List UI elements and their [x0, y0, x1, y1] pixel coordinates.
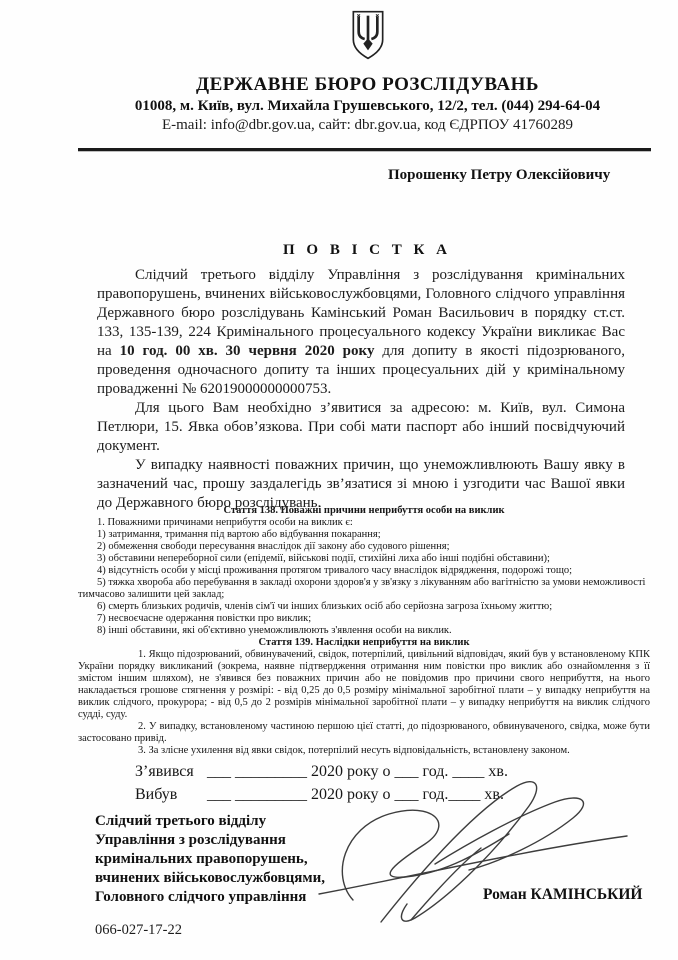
document-title: П О В І С Т К А	[283, 242, 451, 258]
addressee-name: Порошенку Петру Олексійовичу	[388, 167, 611, 183]
article-139-paragraph: 1. Якщо підозрюваний, обвинувачений, свідок, потерпілий, цивільний відповідач, який був у встановленому КПК України порядку викликаний (зокрема, наявне підтвердження отримання ним повістки про виклик або ознайомлення з її змістом іншим шляхом), не з'явився без поважних причин або не повідомив про причини свого неприбуття, на нього накладається грошове стягнення у розмірі: - від 0,25 до 0,5 розміру мінімальної заробітної плати – у випадку неприбуття на виклик слідчого, прокурора; - від 0,5 до 2 розмірів мінімальної заробітної плати – у випадку неприбуття на виклик слідчого судді, суду.	[78, 649, 650, 720]
article-138-item: 5) тяжка хвороба або перебування в закладі охорони здоров'я у зв'язку з лікуванням або вагітністю за умови неможливості тимчасово залишити цей заклад;	[78, 577, 646, 600]
article-139-paragraph: 3. За злісне ухилення від явки свідок, потерпілий несуть відповідальність, встановлену законом.	[138, 745, 570, 756]
article-138-heading: Стаття 138. Поважні причини неприбуття особи на виклик	[223, 505, 505, 516]
article-138-item: 3) обставини непереборної сили (епідемії, військові події, стихійні лиха або інші подібні обставини);	[97, 553, 550, 564]
arrived-line	[135, 760, 508, 783]
signer-position-line: Головного слідчого управління	[95, 889, 307, 905]
appearance-record	[135, 760, 508, 806]
article-138-item: 7) несвоєчасне одержання повістки про виклик;	[97, 613, 312, 624]
org-contact: E-mail: info@dbr.gov.ua, сайт: dbr.gov.ua, код ЄДРПОУ 41760289	[161, 117, 574, 133]
article-138-item: 8) інші обставини, які об'єктивно унеможливлюють з'явлення особи на виклик.	[97, 625, 452, 636]
article-138-item: 4) відсутність особи у місці проживання протягом тривалого часу внаслідок відрядження, подорожі тощо;	[97, 565, 573, 576]
body-paragraph-3: У випадку наявності поважних причин, що унеможливлюють Вашу явку в зазначений час, прошу заздалегідь зв’язатися зі мною і узгодити час Вашої явки до Державного бюро розслідувань.	[97, 457, 625, 511]
article-138-item: 6) смерть близьких родичів, членів сім'ї чи інших близьких осіб або серйозна загроза їхньому життю;	[97, 601, 553, 612]
article-138-item: 1) затримання, тримання під вартою або відбування покарання;	[97, 529, 381, 540]
document-body	[97, 266, 625, 513]
statutes-fine-print	[78, 505, 650, 757]
article-139-heading: Стаття 139. Наслідки неприбуття на виклик	[258, 637, 470, 648]
body-paragraph-2: Для цього Вам необхідно з’явитися за адресою: м. Київ, вул. Симона Петлюри, 15. Явка обов’язкова. При собі мати паспорт або інший посвідчуючий документ.	[97, 400, 625, 454]
p1-end: для допиту в якості підозрюваного, проведення одночасного допиту та інших процесуальних дій у кримінальному провадженні № 62019000000000753.	[97, 343, 625, 397]
letterhead-divider	[78, 148, 651, 151]
body-paragraph-1	[97, 266, 625, 399]
org-address: 01008, м. Київ, вул. Михайла Грушевського, 12/2, тел. (044) 294-64-04	[134, 98, 601, 114]
p1-start: Слідчий третього відділу Управління з розслідування кримінальних правопорушень, вчинених військовослужбовцями, Головного слідчого управління Державного бюро розслідувань Камінський Роман Васильович в порядку ст.ст. 133, 135-139, 224 Кримінального процесуального кодексу України викликає Вас на	[97, 267, 625, 359]
departed-line	[135, 783, 508, 806]
signer-position	[95, 812, 325, 907]
departed-label: Вибув	[135, 786, 178, 803]
signer-position-line: Слідчий третього відділу	[95, 813, 267, 829]
contact-phone: 066-027-17-22	[95, 922, 182, 938]
signer-position-line: Управління з розслідування	[95, 832, 286, 848]
signer-name: Роман КАМІНСЬКИЙ	[483, 886, 643, 903]
org-name: ДЕРЖАВНЕ БЮРО РОЗСЛІДУВАНЬ	[196, 74, 539, 95]
p1-date-bold: 10 год. 00 хв. 30 червня 2020 року	[119, 343, 375, 359]
ukraine-trident-emblem-icon	[348, 10, 388, 64]
arrived-blanks: ___ _________ 2020 року о ___ год. ____ хв.	[207, 763, 508, 780]
article-139-paragraphs	[78, 649, 650, 757]
letterhead	[95, 10, 640, 134]
arrived-label: З’явився	[135, 763, 194, 780]
signer-position-line: кримінальних правопорушень,	[95, 851, 308, 867]
article-138-items	[78, 517, 650, 637]
article-138-item: 2) обмеження свободи пересування внаслідок дії закону або судового рішення;	[97, 541, 450, 552]
article-139-paragraph: 2. У випадку, встановленому частиною першою цієї статті, до підозрюваного, обвинуваченого, свідка, може бути застосовано привід.	[78, 721, 650, 744]
signer-position-line: вчинених військовослужбовцями,	[95, 870, 325, 886]
article-138-item: 1. Поважними причинами неприбуття особи на виклик є:	[97, 517, 353, 528]
departed-blanks: ___ _________ 2020 року о ___ год.____ хв.	[207, 786, 504, 803]
